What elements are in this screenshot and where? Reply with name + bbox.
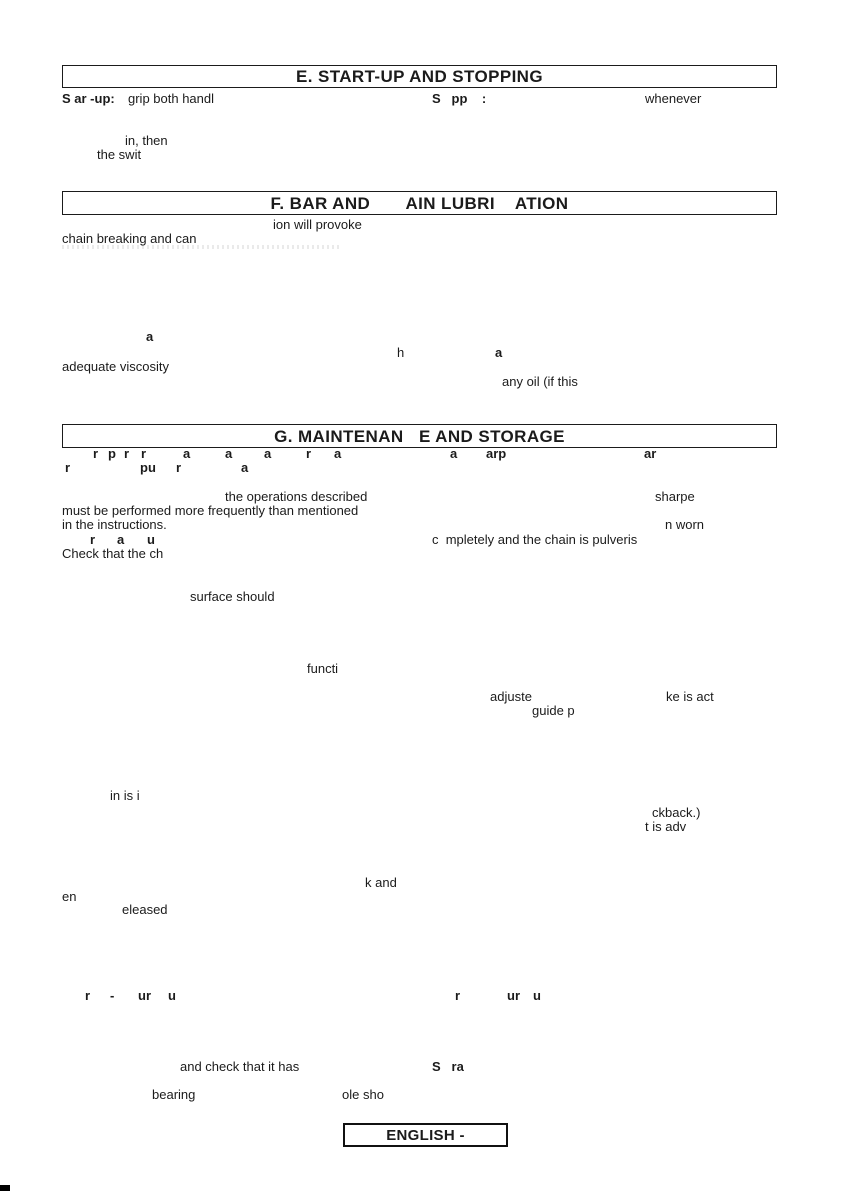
- text-fragment: ur: [507, 988, 520, 1003]
- section-title: F. BAR AND AIN LUBRI ATION: [270, 193, 569, 213]
- text-fragment: r: [85, 988, 91, 1003]
- text-fragment: adequate viscosity: [62, 359, 169, 374]
- text-fragment: r: [124, 446, 130, 461]
- text-fragment: a: [183, 446, 191, 461]
- text-fragment: arp: [486, 446, 507, 461]
- section-header-maintenance-storage: [62, 424, 777, 448]
- text-fragment: u: [168, 988, 176, 1003]
- text-fragment: the operations described: [225, 489, 368, 504]
- text-fragment: guide p: [532, 703, 575, 718]
- text-fragment: r: [141, 446, 147, 461]
- scan-corner-artifact: [0, 1185, 10, 1191]
- text-fragment: a: [264, 446, 272, 461]
- text-fragment: a: [146, 329, 154, 344]
- language-footer-label: ENGLISH -: [386, 1126, 465, 1144]
- text-fragment: must be performed more frequently than mentioned: [62, 503, 359, 518]
- text-fragment: u: [533, 988, 541, 1003]
- text-fragment: ke is act: [666, 689, 714, 704]
- text-fragment: Check that the ch: [62, 546, 164, 561]
- text-fragment: r: [65, 460, 71, 475]
- text-fragment: ion will provoke: [273, 217, 362, 232]
- text-fragment: bearing: [152, 1087, 196, 1102]
- text-fragment: ar: [644, 446, 657, 461]
- text-fragment: k and: [365, 875, 397, 890]
- text-fragment: the swit: [97, 147, 142, 162]
- text-fragment: sharpe: [655, 489, 695, 504]
- language-footer-box: [343, 1123, 508, 1147]
- text-fragment: in is i: [110, 788, 140, 803]
- text-fragment: ur: [138, 988, 151, 1003]
- text-fragment: t is adv: [645, 819, 687, 834]
- text-fragment: in the instructions.: [62, 517, 167, 532]
- text-fragment: S ra: [432, 1059, 464, 1074]
- text-fragment: r: [306, 446, 312, 461]
- section-title: E. START-UP AND STOPPING: [295, 67, 543, 86]
- text-fragment: c mpletely and the chain is pulveris: [432, 532, 638, 547]
- text-fragment: r: [455, 988, 461, 1003]
- text-fragment: a: [450, 446, 458, 461]
- text-fragment: a: [241, 460, 249, 475]
- text-fragment: functi: [307, 661, 339, 676]
- text-fragment: and check that it has: [180, 1059, 300, 1074]
- section-header-startup-stopping: [62, 65, 777, 88]
- text-fragment: en: [62, 889, 77, 904]
- text-fragment: adjuste: [490, 689, 532, 704]
- text-fragment: h: [397, 345, 405, 360]
- text-fragment: S ar -up:: [62, 91, 115, 106]
- text-fragment: surface should: [190, 589, 275, 604]
- text-fragment: p: [108, 446, 116, 461]
- text-fragment: S pp :: [432, 91, 487, 106]
- section-title: G. MAINTENAN E AND STORAGE: [274, 426, 565, 446]
- text-fragment: whenever: [645, 91, 702, 106]
- text-fragment: eleased: [122, 902, 168, 917]
- text-fragment: r: [90, 532, 96, 547]
- text-fragment: -: [110, 988, 115, 1003]
- text-fragment: u: [147, 532, 155, 547]
- text-fragment: in, then: [125, 133, 168, 148]
- text-fragment: r: [93, 446, 99, 461]
- text-fragment: n worn: [665, 517, 705, 532]
- text-fragment: ckback.): [652, 805, 701, 820]
- text-fragment: a: [225, 446, 233, 461]
- text-fragment: ole sho: [342, 1087, 384, 1102]
- text-fragment: pu: [140, 460, 156, 475]
- text-fragment: chain breaking and can: [62, 231, 197, 246]
- text-fragment: a: [117, 532, 125, 547]
- section-header-bar-chain-lubrication: [62, 191, 777, 215]
- text-fragment: r: [176, 460, 182, 475]
- text-fragment: a: [334, 446, 342, 461]
- text-fragment: any oil (if this: [502, 374, 578, 389]
- text-fragment: a: [495, 345, 503, 360]
- text-fragment: grip both handl: [128, 91, 215, 106]
